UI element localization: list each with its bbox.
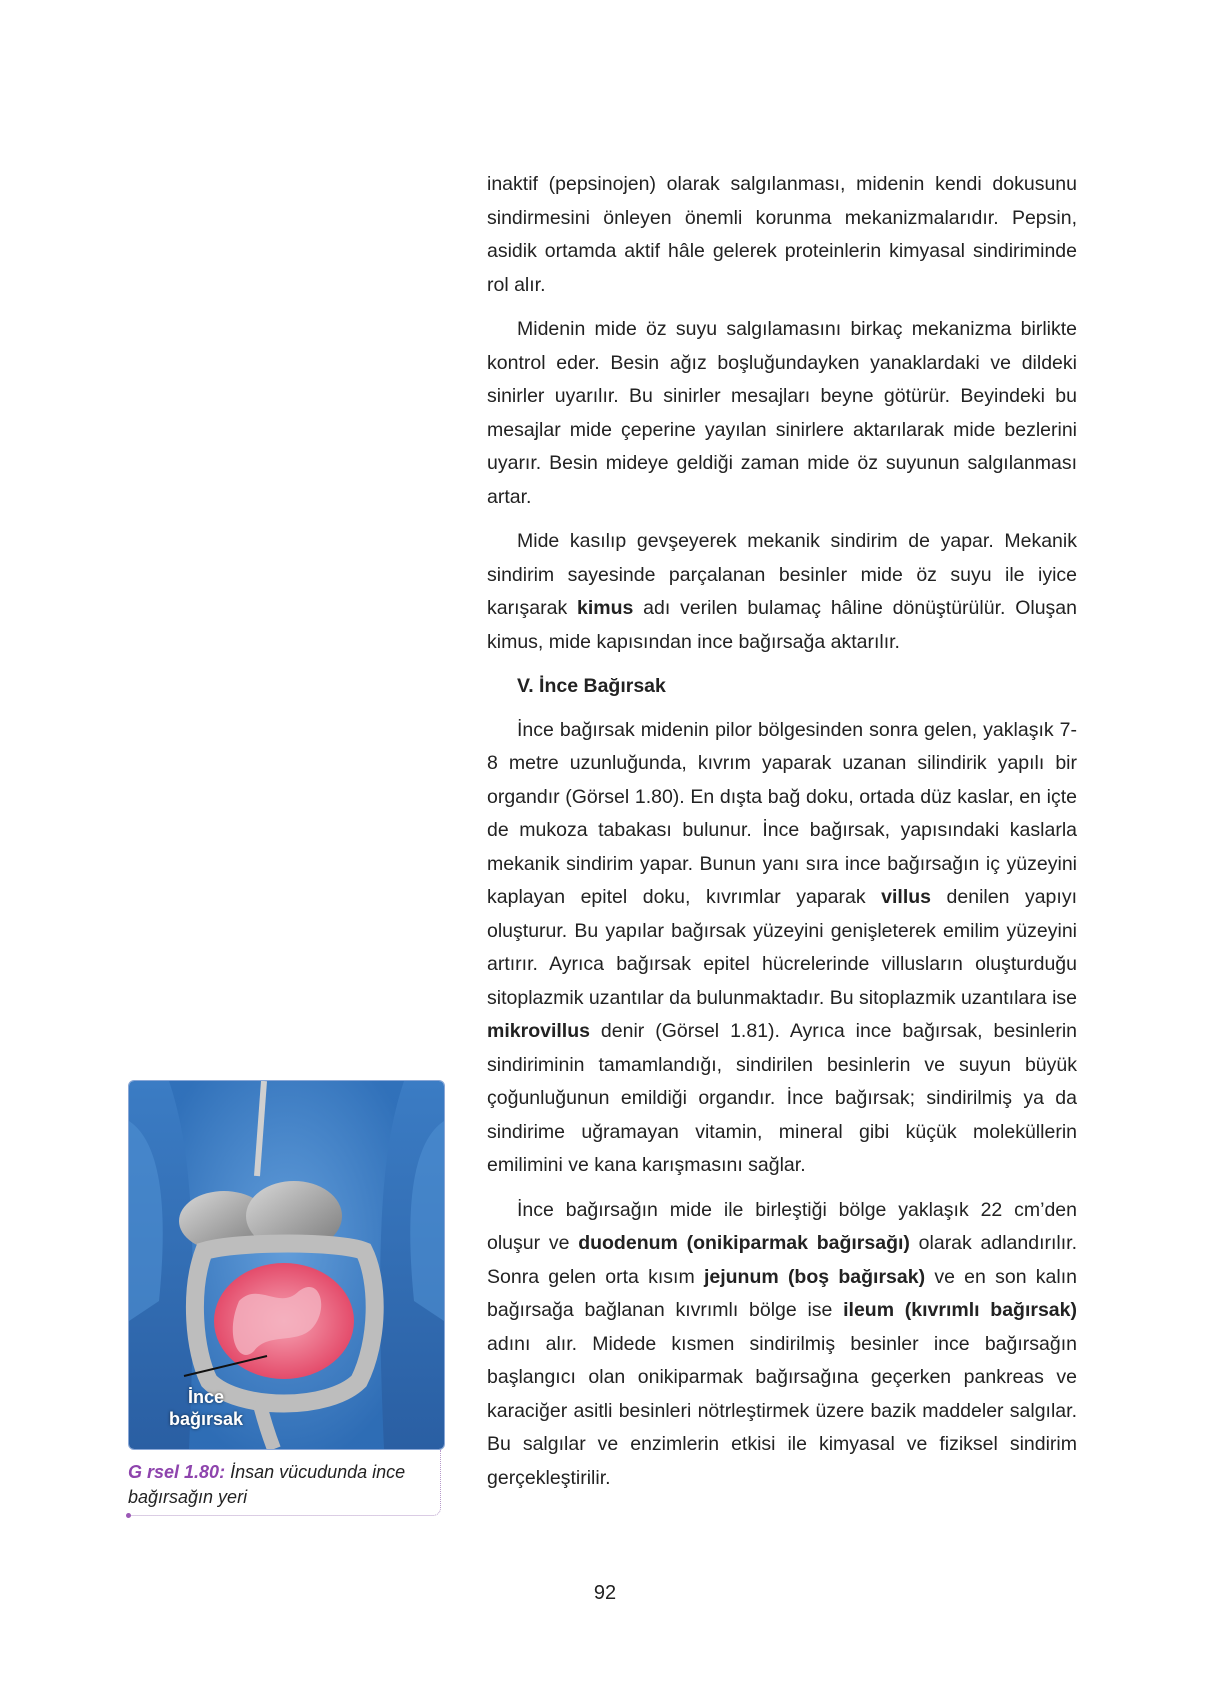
paragraph-5: İnce bağırsağın mide ile birleştiği bölge yaklaşık 22 cm’den oluşur ve duodenum (onikiparmak bağırsağı) olarak adlandırılır. Sonra gelen orta kısım jejunum (boş bağırsak) ve en son kalın bağırsağa bağlanan kıvrımlı bölge ise ileum (kıvrımlı bağırsak) adını alır. Midede kısmen sindirilmiş besinler ince bağırsağın başlangıcı olan onikiparmak bağırsağına geçerken pankreas ve karaciğer asitli besinleri nötrleştirmek üzere bazik maddeler salgılar. Bu salgılar ve enzimlerin etkisi ile kimyasal ve fiziksel sindirim gerçekleştirilir. (487, 1198, 1078, 1489)
term-jejunum: jejunum (boş bağırsak) (703, 1265, 926, 1288)
paragraph-3: Mide kasılıp gevşeyerek mekanik sindirim de yapar. Mekanik sindirim sayesinde parçalanan besinler mide öz suyu ile iyice karışarak kimus adı verilen bulamaç hâline dönüştürülür. Oluşan kimus, mide kapısından ince bağırsağa aktarılır. (487, 530, 1077, 653)
page-number: 92 (593, 1582, 617, 1604)
term-ileum: ileum (kıvrımlı bağırsak) (843, 1299, 1077, 1321)
caption-number: G rsel 1.80: (128, 1462, 226, 1482)
intestine-label: İnce bağırsak (168, 1387, 244, 1429)
anatomy-illustration (128, 1080, 445, 1450)
figure-small-intestine (128, 1080, 443, 1448)
paragraph-1: inaktif (pepsinojen) olarak salgılanması, midenin kendi dokusunu sindirmesini önleyen önemli korunma mekanizmalarıdır. Pepsin, asidik ortamda aktif hâle gelerek proteinlerin kimyasal sindiriminde rol alır. (487, 173, 1077, 296)
paragraph-2: Midenin mide öz suyu salgılamasını birkaç mekanizma birlikte kontrol eder. Besin ağız boşluğundayken yanaklardaki ve dildeki sinirler uyarılır. Bu sinirler mesajları beyne götürür. Beyindeki bu mesajlar mide çeperine yayılan sinirlere aktarılarak mide bezlerini uyarır. Besin mideye geldiği zaman mide öz suyunun salgılanması artar. (487, 318, 1077, 508)
section-heading: V. İnce Bağırsak (517, 675, 666, 697)
term-duodenum: duodenum (onikiparmak bağırsağı) (578, 1232, 910, 1254)
term-kimus: kimus (577, 597, 634, 619)
caption-text: G rsel 1.80: İnsan vücudunda ince bağırsağın yeri (128, 1462, 406, 1507)
paragraph-4: İnce bağırsak midenin pilor bölgesinden sonra gelen, yaklaşık 7-8 metre uzunluğunda, kıvrım yaparak uzanan silindirik yapılı bir organdır (Görsel 1.80). En dışta bağ doku, ortada düz kaslar, en içte de mukoza tabakası bulunur. İnce bağırsak, yapısındaki kaslarla mekanik sindirim yapar. Bunun yanı sıra ince bağırsağın iç yüzeyini kaplayan epitel doku, kıvrımlar yaparak villus denilen yapıyı oluşturur. Bu yapılar bağırsak yüzeyini genişleterek emilim yüzeyini artırır. Ayrıca bağırsak epitel hücrelerinde villusların oluşturduğu sitoplazmik uzantılar da bulunmaktadır. Bu sitoplazmik uzantılara ise mikrovillus denir (Görsel 1.81). Ayrıca ince bağırsak, besinlerin sindiriminin tamamlandığı, sindirilen besinlerin ve suyun büyük çoğunluğunun emildiği organdır. İnce bağırsak; sindirilmiş ya da sindirime uğramayan vitamin, mineral gibi küçük moleküllerin emilimini ve kana karışmasını sağlar. (487, 718, 1077, 1176)
caption-dot-icon (126, 1513, 131, 1518)
term-villus: villus (881, 886, 932, 908)
body-text-column (487, 168, 1077, 1506)
figure-caption (128, 1450, 441, 1516)
term-mikrovillus: mikrovillus (487, 1020, 590, 1042)
